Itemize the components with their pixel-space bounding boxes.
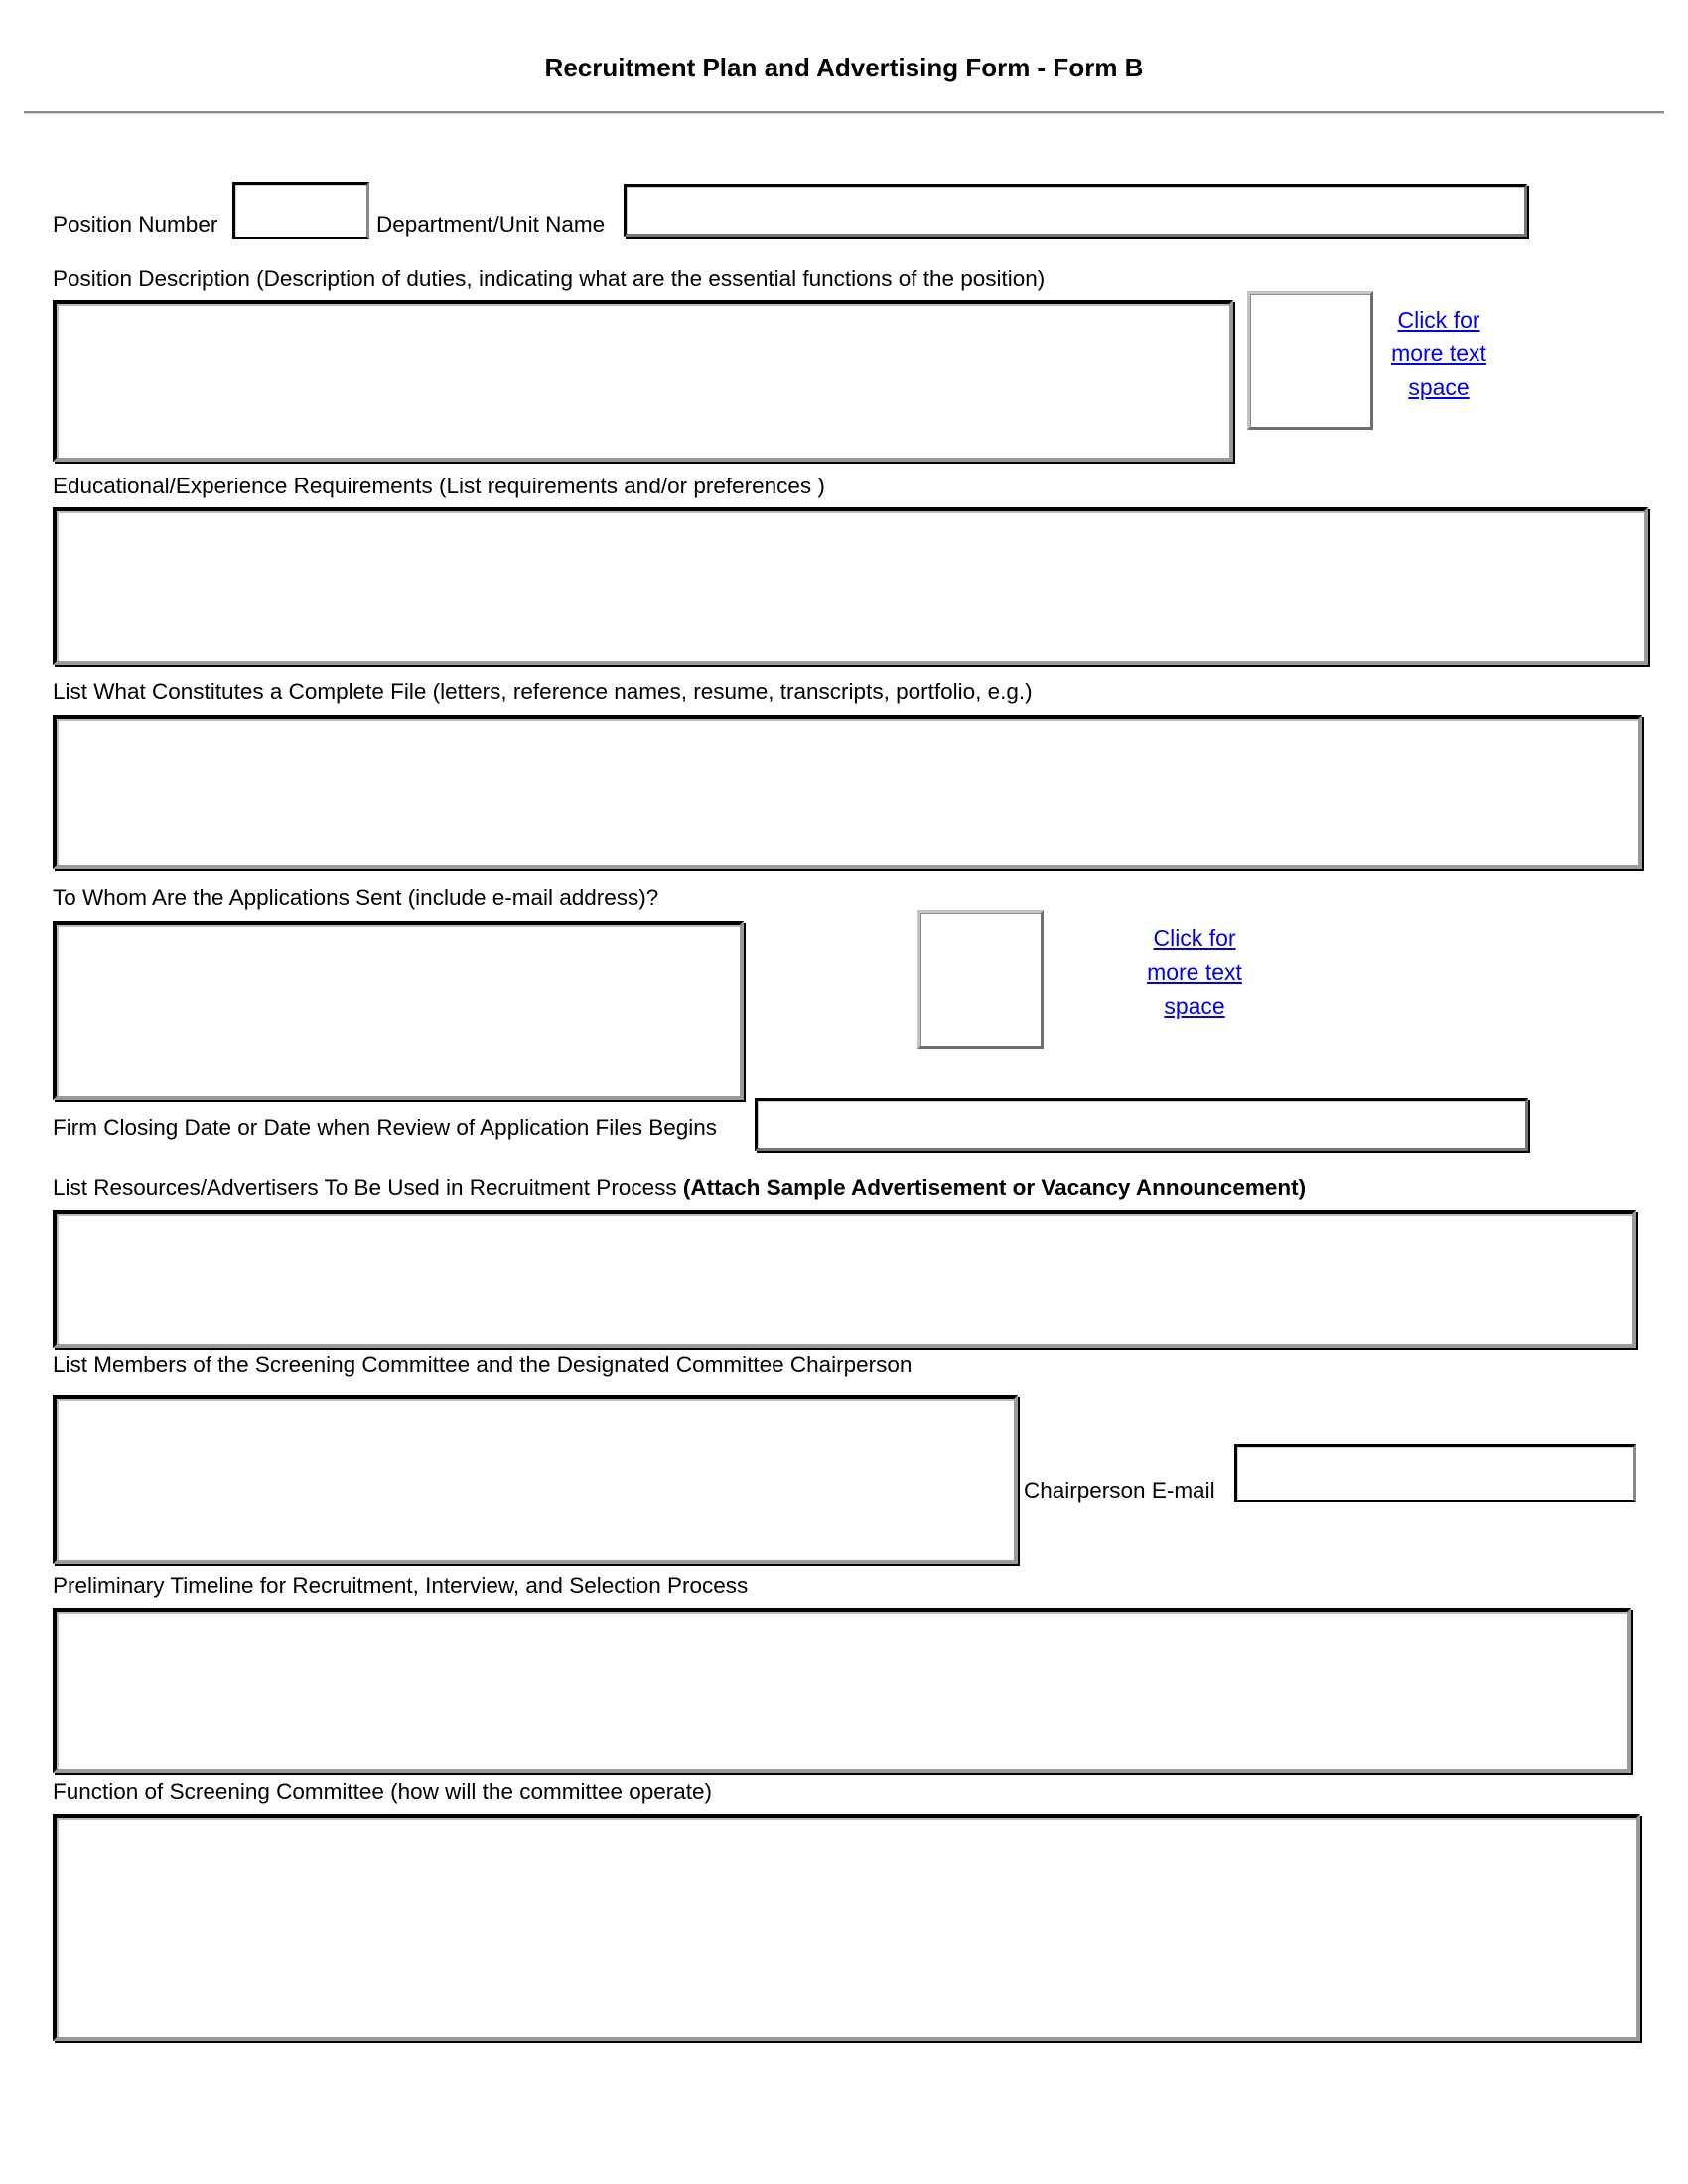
department-unit-name-label: Department/Unit Name — [376, 212, 606, 237]
more-text-link-1[interactable] — [1376, 303, 1501, 404]
position-number-input[interactable] — [232, 182, 369, 239]
applications-sent-textarea[interactable] — [53, 921, 744, 1100]
position-description-label: Position Description (Description of duties, indicating what are the essential functions of the position) — [53, 266, 1046, 291]
complete-file-label: List What Constitutes a Complete File (letters, reference names, resume, transcripts, portfolio, e.g.) — [53, 679, 1033, 704]
position-description-textarea[interactable] — [53, 300, 1233, 462]
title-divider — [24, 111, 1664, 114]
timeline-label: Preliminary Timeline for Recruitment, Interview, and Selection Process — [53, 1573, 749, 1598]
more-text-link-2-line-3: space — [1164, 993, 1225, 1019]
chairperson-email-input[interactable] — [1234, 1444, 1636, 1502]
applications-sent-label: To Whom Are the Applications Sent (include e-mail address)? — [53, 886, 659, 910]
more-text-frame-2 — [917, 910, 1044, 1049]
more-text-frame-1 — [1247, 291, 1373, 430]
position-number-label: Position Number — [53, 212, 218, 237]
screening-committee-label: List Members of the Screening Committee and the Designated Committee Chairperson — [53, 1352, 913, 1377]
committee-function-textarea[interactable] — [53, 1814, 1640, 2041]
education-experience-textarea[interactable] — [53, 507, 1648, 665]
more-text-link-2-line-1: Click for — [1153, 925, 1236, 951]
resources-advertisers-label — [53, 1174, 1306, 1202]
department-unit-name-input[interactable] — [624, 184, 1527, 237]
resources-advertisers-label-bold: (Attach Sample Advertisement or Vacancy Announcement) — [682, 1175, 1307, 1200]
resources-advertisers-label-text: List Resources/Advertisers To Be Used in Recruitment Process — [53, 1175, 683, 1200]
timeline-textarea[interactable] — [53, 1608, 1631, 1773]
chairperson-email-label: Chairperson E-mail — [1024, 1478, 1215, 1503]
resources-advertisers-textarea[interactable] — [53, 1210, 1636, 1348]
complete-file-textarea[interactable] — [53, 715, 1642, 869]
committee-function-label: Function of Screening Committee (how will the committee operate) — [53, 1779, 713, 1804]
closing-date-input[interactable] — [755, 1098, 1528, 1151]
more-text-link-1-line-1: Click for — [1397, 307, 1480, 333]
page-title: Recruitment Plan and Advertising Form - Form B — [544, 53, 1144, 82]
more-text-link-2[interactable] — [1132, 921, 1257, 1023]
more-text-link-1-line-3: space — [1408, 374, 1470, 400]
education-experience-label: Educational/Experience Requirements (List requirements and/or preferences ) — [53, 474, 825, 498]
screening-committee-textarea[interactable] — [53, 1395, 1018, 1564]
more-text-link-2-line-2: more text — [1147, 959, 1242, 985]
more-text-link-1-line-2: more text — [1391, 341, 1486, 366]
closing-date-label: Firm Closing Date or Date when Review of Application Files Begins — [53, 1115, 718, 1140]
